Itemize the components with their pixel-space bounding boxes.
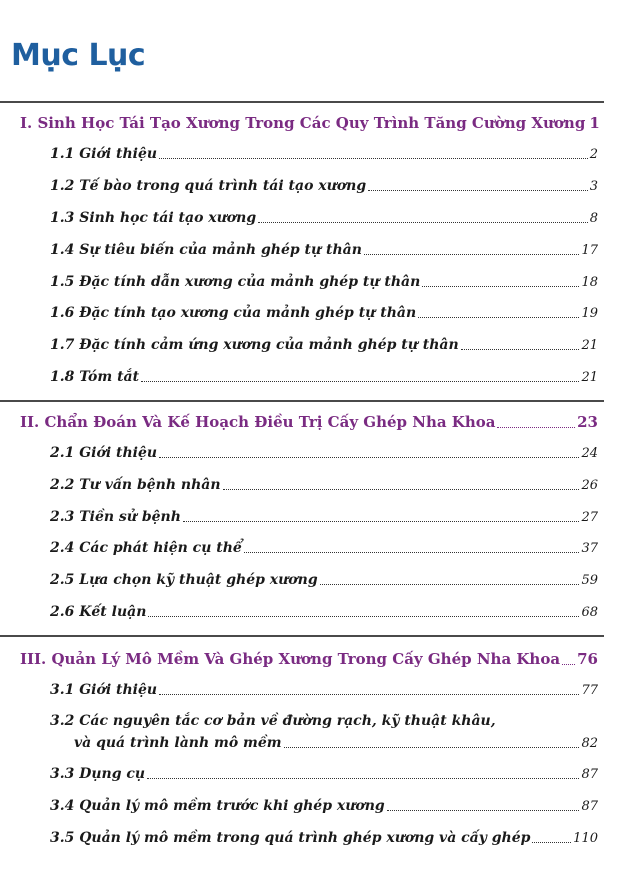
page-number: 2	[589, 147, 598, 162]
page-number: 26	[581, 478, 598, 493]
toc-section[interactable]	[50, 305, 598, 321]
toc-chapter-3[interactable]	[20, 650, 598, 668]
section-title: 1.5 Đặc tính dẫn xương của mảnh ghép tự thân	[50, 274, 421, 290]
page-number: 87	[581, 799, 598, 814]
section-title: 3.3 Dụng cụ	[50, 766, 146, 782]
chapter-title: I. Sinh Học Tái Tạo Xương Trong Các Quy Trình Tăng Cường Xương	[20, 114, 586, 132]
section-title: 3.5 Quản lý mô mềm trong quá trình ghép xương và cấy ghép	[50, 830, 531, 846]
page-number: 27	[581, 510, 598, 525]
dot-leader	[497, 427, 575, 428]
toc-chapter-2[interactable]	[20, 413, 598, 431]
section-title: 2.2 Tư vấn bệnh nhân	[50, 477, 221, 493]
section-title: 1.6 Đặc tính tạo xương của mảnh ghép tự thân	[50, 305, 417, 321]
section-title-continued: và quá trình lành mô mềm	[74, 735, 282, 751]
page-number: 59	[581, 573, 598, 588]
section-title: 3.4 Quản lý mô mềm trước khi ghép xương	[50, 798, 385, 814]
dot-leader	[562, 664, 575, 665]
dot-leader	[159, 694, 579, 695]
separator-3	[0, 636, 604, 637]
toc-section[interactable]	[50, 509, 598, 525]
section-title: 2.5 Lựa chọn kỹ thuật ghép xương	[50, 572, 318, 588]
toc-section[interactable]	[50, 604, 598, 620]
section-title: 2.4 Các phát hiện cụ thể	[50, 540, 242, 556]
dot-leader	[364, 254, 580, 255]
dot-leader	[418, 317, 579, 318]
page-number: 21	[581, 338, 598, 353]
toc-section[interactable]	[50, 766, 598, 782]
dot-leader	[159, 158, 588, 159]
page-number: 77	[581, 683, 598, 698]
toc-section[interactable]	[50, 337, 598, 353]
page-number: 24	[581, 446, 598, 461]
dot-leader	[532, 842, 571, 843]
section-title: 1.8 Tóm tắt	[50, 369, 140, 385]
section-title: 3.2 Các nguyên tắc cơ bản về đường rạch, kỹ thuật khâu,	[50, 713, 496, 729]
separator-2	[0, 401, 604, 402]
toc-section[interactable]	[50, 369, 598, 385]
page-title: Mục Lục	[11, 38, 146, 73]
dot-leader	[147, 778, 579, 779]
chapter-title: II. Chẩn Đoán Và Kế Hoạch Điều Trị Cấy Ghép Nha Khoa	[20, 413, 496, 431]
section-title: 1.2 Tế bào trong quá trình tái tạo xương	[50, 178, 367, 194]
toc-section[interactable]	[50, 274, 598, 290]
dot-leader	[141, 381, 579, 382]
toc-section[interactable]	[50, 682, 598, 698]
page-number: 110	[573, 831, 598, 846]
toc-section[interactable]	[50, 210, 598, 226]
section-title: 2.6 Kết luận	[50, 604, 147, 620]
section-title: 2.1 Giới thiệu	[50, 445, 158, 461]
toc-chapter-1[interactable]	[20, 114, 598, 132]
page-number: 3	[589, 179, 598, 194]
page-number: 76	[577, 650, 598, 668]
page-number: 17	[581, 243, 598, 258]
page-number: 8	[589, 211, 598, 226]
toc-section[interactable]	[50, 713, 598, 753]
dot-leader	[368, 190, 588, 191]
dot-leader	[387, 810, 580, 811]
toc-section[interactable]	[50, 477, 598, 493]
dot-leader	[284, 747, 580, 748]
section-title: 1.3 Sinh học tái tạo xương	[50, 210, 257, 226]
section-title: 2.3 Tiền sử bệnh	[50, 509, 181, 525]
toc-section[interactable]	[50, 146, 598, 162]
chapter-title: III. Quản Lý Mô Mềm Và Ghép Xương Trong Cấy Ghép Nha Khoa	[20, 650, 561, 668]
toc-section[interactable]	[50, 178, 598, 194]
toc-section[interactable]	[50, 830, 598, 846]
toc-section[interactable]	[50, 798, 598, 814]
dot-leader	[258, 222, 588, 223]
dot-leader	[461, 349, 580, 350]
toc-section[interactable]	[50, 445, 598, 461]
page-number: 1	[589, 114, 600, 132]
page-number: 19	[581, 306, 598, 321]
dot-leader	[148, 616, 579, 617]
page-number: 18	[581, 275, 598, 290]
page-number: 82	[581, 736, 598, 751]
section-title: 1.4 Sự tiêu biến của mảnh ghép tự thân	[50, 242, 362, 258]
page-number: 87	[581, 767, 598, 782]
page-number: 68	[581, 605, 598, 620]
dot-leader	[422, 286, 579, 287]
page-number: 21	[581, 370, 598, 385]
page-number: 23	[577, 413, 598, 431]
toc-section[interactable]	[50, 572, 598, 588]
section-title: 1.1 Giới thiệu	[50, 146, 158, 162]
dot-leader	[223, 489, 580, 490]
separator-1	[0, 102, 604, 103]
dot-leader	[320, 584, 580, 585]
toc-section[interactable]	[50, 242, 598, 258]
page-number: 37	[581, 541, 598, 556]
dot-leader	[183, 521, 580, 522]
section-title: 3.1 Giới thiệu	[50, 682, 158, 698]
section-title: 1.7 Đặc tính cảm ứng xương của mảnh ghép tự thân	[50, 337, 459, 353]
toc-section[interactable]	[50, 540, 598, 556]
dot-leader	[159, 457, 579, 458]
dot-leader	[244, 552, 580, 553]
